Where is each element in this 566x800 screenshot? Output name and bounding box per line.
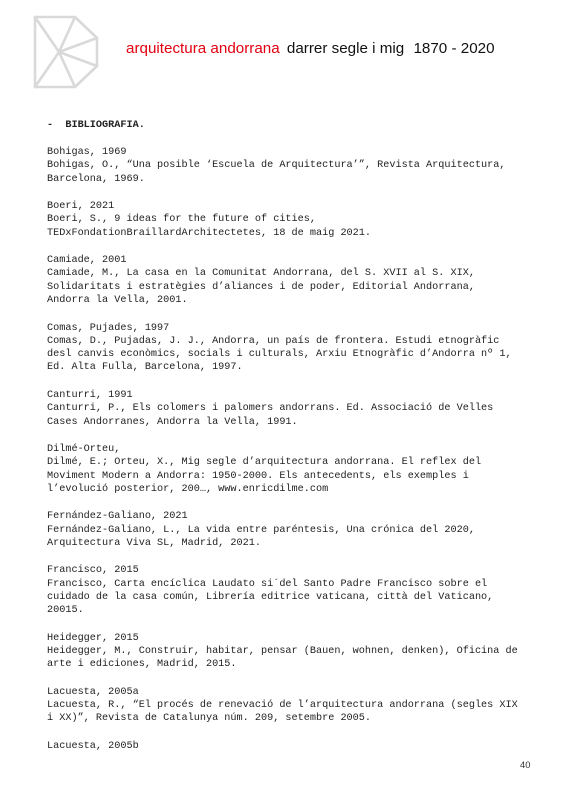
logo-icon — [31, 14, 101, 90]
bibliography-entry — [47, 254, 547, 307]
bibliography-reference: Boeri, S., 9 ideas for the future of cities, TEDxFondationBraillardArchitectetes, 18 de maig 2021. — [47, 214, 372, 239]
bibliography-reference: Camiade, M., La casa en la Comunitat Andorrana, del S. XVII al S. XIX, Solidaritats i estratègies d’aliances i de poder, Editorial Andorrana, Andorra la Vella, 2001. — [47, 268, 475, 307]
bibliography-key: Lacuesta, 2005b — [47, 740, 139, 752]
bibliography-reference: Francisco, Carta encíclica Laudato si´del Santo Padre Francisco sobre el cuidado de la casa común, Librería editrice vaticana, città del Vaticano, 20015. — [47, 578, 494, 617]
bibliography-entry — [47, 322, 547, 375]
bibliography-key: Canturri, 1991 — [47, 389, 133, 401]
header-subtitle: darrer segle i mig — [286, 40, 405, 57]
header-years: 1870 - 2020 — [413, 40, 495, 57]
bibliography-reference: Heidegger, M., Construir, habitar, pensar (Bauen, wohnen, denken), Oficina de arte i ediciones, Madrid, 2015. — [47, 646, 518, 671]
bibliography-entry — [47, 146, 547, 186]
bibliography-list — [47, 146, 547, 767]
brand-name: arquitectura andorrana — [126, 40, 280, 57]
page-number: 40 — [520, 759, 531, 770]
bibliography-entry — [47, 740, 547, 753]
bibliography-reference: Fernández-Galiano, L., La vida entre paréntesis, Una crónica del 2020, Arquitectura Viva SL, Madrid, 2021. — [47, 524, 475, 549]
bibliography-reference: Bohigas, O., “Una posible ‘Escuela de Arquitectura’”, Revista Arquitectura, Barcelona, 1969. — [47, 160, 506, 185]
bibliography-key: Fernández-Galiano, 2021 — [47, 511, 188, 523]
bibliography-reference: Comas, D., Pujadas, J. J., Andorra, un país de frontera. Estudi etnogràfic desl canvis econòmics, socials i culturals, Arxiu Etnogràfic d’Andorra nº 1, Ed. Alta Fulla, Barcelona, 1997. — [47, 335, 512, 374]
bibliography-key: Dilmé-Orteu, — [47, 443, 121, 455]
bibliography-entry — [47, 443, 547, 496]
bibliography-entry — [47, 389, 547, 429]
bibliography-entry — [47, 564, 547, 617]
bibliography-reference: Lacuesta, R., “El procés de renevació de l’arquitectura andorrana (segles XIX i XX)”, Revista de Catalunya núm. 209, setembre 2005. — [47, 700, 518, 725]
bibliography-key: Camiade, 2001 — [47, 255, 127, 267]
bibliography-key: Heidegger, 2015 — [47, 632, 139, 644]
bibliography-entry — [47, 632, 547, 672]
bibliography-key: Francisco, 2015 — [47, 565, 139, 577]
bibliography-entry — [47, 686, 547, 726]
header-title — [126, 40, 495, 58]
bibliography-reference: Dilmé, E.; Orteu, X., Mig segle d’arquitectura andorrana. El reflex del Moviment Modern a Andorra: 1950-2000. Els antecedents, els exemples i l’evolució posterior, 200…, www.enricdilme.com — [47, 457, 482, 495]
bibliography-key: Comas, Pujades, 1997 — [47, 322, 170, 334]
bibliography-key: Lacuesta, 2005a — [47, 686, 139, 698]
section-heading: - BIBLIOGRAFIA. — [47, 120, 145, 131]
bibliography-key: Bohigas, 1969 — [47, 147, 127, 158]
bibliography-key: Boeri, 2021 — [47, 201, 115, 213]
bibliography-entry — [47, 510, 547, 550]
bibliography-reference: Canturri, P., Els colomers i palomers andorrans. Ed. Associació de Velles Cases Andorranes, Andorra la Vella, 1991. — [47, 403, 494, 428]
bibliography-entry — [47, 200, 547, 240]
